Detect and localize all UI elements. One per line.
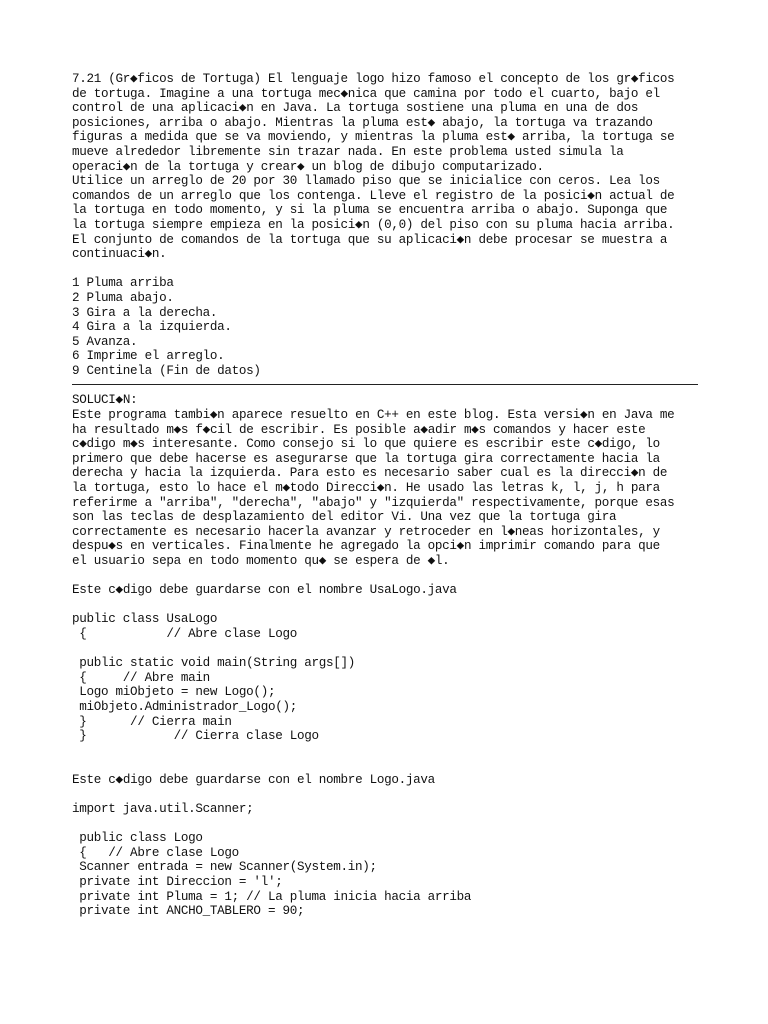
command-list: [72, 276, 698, 378]
solution-line: Este programa tambi◆n aparece resuelto en C++ en este blog. Esta versi◆n en Java me: [72, 408, 675, 423]
solution-line: la tortuga, esto lo hace el m◆todo Direcci◆n. He usado las letras k, l, j, h para: [72, 481, 660, 496]
problem-line: la tortuga en todo momento, y si la pluma se encuentra arriba o abajo. Suponga que: [72, 203, 668, 218]
code-line: public class Logo: [72, 831, 203, 846]
separator-tail: __: [72, 385, 87, 394]
logo-import-line: import java.util.Scanner;: [72, 802, 254, 817]
spacer: [72, 817, 698, 832]
code-line: private int Direccion = 'l';: [72, 875, 283, 890]
code-line: { // Abre clase Logo: [72, 626, 297, 641]
usalogo-code-block: [72, 612, 698, 743]
problem-line: posiciones, arriba o abajo. Mientras la pluma est◆ abajo, la tortuga va trazando: [72, 115, 653, 130]
problem-line: la tortuga siempre empieza en la posici◆n (0,0) del piso con su pluma hacia arriba.: [72, 217, 675, 232]
solution-line: derecha y hacia la izquierda. Para esto es necesario saber cual es la direcci◆n de: [72, 466, 668, 481]
problem-line: operaci◆n de la tortuga y crear◆ un blog de dibujo computarizado.: [72, 159, 544, 174]
code-line: { // Abre clase Logo: [72, 845, 239, 860]
problem-line: comandos de un arreglo que los contenga. Lleve el registro de la posici◆n actual de: [72, 188, 675, 203]
logo-filename-note: Este c◆digo debe guardarse con el nombre Logo.java: [72, 772, 435, 787]
code-line: } // Cierra main: [72, 714, 232, 729]
spacer: [72, 598, 698, 613]
problem-line: figuras a medida que se va moviendo, y mientras la pluma est◆ arriba, la tortuga se: [72, 130, 675, 145]
code-line: } // Cierra clase Logo: [72, 729, 319, 744]
code-line: { // Abre main: [72, 670, 210, 685]
problem-statement: [72, 72, 698, 262]
spacer: [72, 262, 698, 277]
solution-line: correctamente es necesario hacerla avanzar y retroceder en l◆neas horizontales, y: [72, 524, 660, 539]
problem-line: continuaci◆n.: [72, 247, 167, 262]
code-line: miObjeto.Administrador_Logo();: [72, 699, 297, 714]
code-line: Logo miObjeto = new Logo();: [72, 685, 276, 700]
problem-line: de tortuga. Imagine a una tortuga mec◆nica que camina por todo el cuarto, bajo el: [72, 86, 660, 101]
code-line: Scanner entrada = new Scanner(System.in);: [72, 860, 377, 875]
logo-code-block: [72, 831, 698, 919]
command-item: 5 Avanza.: [72, 334, 138, 349]
command-item: 2 Pluma abajo.: [72, 290, 174, 305]
problem-line: control de una aplicaci◆n en Java. La tortuga sostiene una pluma en una de dos: [72, 101, 639, 116]
command-item: 6 Imprime el arreglo.: [72, 349, 225, 364]
solution-line: el usuario sepa en todo momento qu◆ se espera de ◆l.: [72, 554, 450, 568]
command-item: 9 Centinela (Fin de datos): [72, 363, 261, 378]
problem-line: mueve alrededor libremente sin trazar nada. En este problema usted simula la: [72, 144, 624, 159]
spacer: [72, 744, 698, 759]
usalogo-filename-note: Este c◆digo debe guardarse con el nombre UsaLogo.java: [72, 583, 457, 598]
spacer: [72, 788, 698, 803]
code-line: [72, 642, 698, 657]
spacer: [72, 569, 698, 584]
problem-line: El conjunto de comandos de la tortuga que su aplicaci◆n debe procesar se muestra a: [72, 232, 668, 247]
command-item: 4 Gira a la izquierda.: [72, 320, 232, 335]
solution-heading: SOLUCI◆N:: [72, 393, 138, 408]
document-page: [72, 72, 698, 919]
code-line: public static void main(String args[]): [72, 656, 356, 671]
problem-line: Utilice un arreglo de 20 por 30 llamado piso que se inicialice con ceros. Lea los: [72, 174, 660, 189]
problem-line: 7.21 (Gr◆ficos de Tortuga) El lenguaje logo hizo famoso el concepto de los gr◆ficos: [72, 72, 675, 86]
command-item: 3 Gira a la derecha.: [72, 305, 218, 320]
code-line: private int Pluma = 1; // La pluma inicia hacia arriba: [72, 889, 472, 904]
spacer: [72, 758, 698, 773]
command-item: 1 Pluma arriba: [72, 276, 174, 291]
solution-text: [72, 408, 698, 569]
solution-line: referirme a "arriba", "derecha", "abajo" y "izquierda" respectivamente, porque esas: [72, 495, 675, 510]
code-line: private int ANCHO_TABLERO = 90;: [72, 904, 305, 919]
solution-line: son las teclas de desplazamiento del editor Vi. Una vez que la tortuga gira: [72, 510, 617, 525]
solution-line: despu◆s en verticales. Finalmente he agregado la opci◆n imprimir comando para que: [72, 539, 660, 554]
solution-line: ha resultado m◆s f◆cil de escribir. Es posible a◆adir m◆s comandos y hacer este: [72, 422, 646, 437]
solution-line: primero que debe hacerse es asegurarse que la tortuga gira correctamente hacia la: [72, 451, 660, 466]
code-line: public class UsaLogo: [72, 612, 218, 627]
solution-line: c◆digo m◆s interesante. Como consejo si lo que quiere es escribir este c◆digo, lo: [72, 437, 660, 452]
